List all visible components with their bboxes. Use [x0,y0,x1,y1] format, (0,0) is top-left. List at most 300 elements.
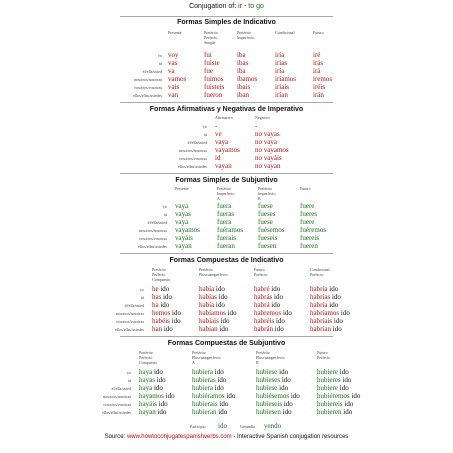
compound_subjunctive-cell [139,384,163,392]
subjunctive-cell: fueran [217,242,235,250]
participle: ido [283,400,293,408]
compound_subjunctive-cell [139,392,175,400]
indicative-cell: irían [275,91,288,99]
imperative-cell: - [215,122,218,130]
subjunctive-cell: fueseis [258,234,278,242]
participle: ido [165,392,175,400]
indicative-col-header [275,30,295,35]
subjunctive-cell: fuéramos [217,226,244,234]
participle: ido [153,368,163,376]
compound_indicative-cell [254,325,284,333]
col-header-line: Afirmativo [215,115,233,120]
compound_subjunctive-col-header [317,350,330,360]
col-header-line: Futuro [313,30,324,35]
aux-verb: hemos [152,309,171,317]
footer-gerund: yendo [264,422,282,430]
participle: ido [160,301,170,309]
participle: ido [343,408,353,416]
participle: ido [275,317,285,325]
participle: ido [339,368,349,376]
compound_indicative-cell [254,285,280,293]
subjunctive-col-header [217,186,235,201]
col-header-line: Pluscuamperfecto [192,355,221,360]
participle: ido [339,384,349,392]
participle: ido [217,376,227,384]
aux-verb: habríais [310,317,333,325]
compound_indicative-cell [152,285,169,293]
imperative-cell: no vaya [255,138,277,146]
participle: ido [333,317,343,325]
subjunctive-cell: fuera [217,218,232,226]
compound_indicative-cell [199,293,228,301]
participle: ido [219,325,229,333]
participle: ido [342,376,352,384]
indicative-cell: iríamos [275,75,296,83]
participle: ido [331,293,341,301]
subjunctive-rule [120,173,333,174]
col-header-line: Perfecto [139,355,153,360]
participle: ido [282,408,292,416]
aux-verb: habrías [310,293,331,301]
pronoun-label: ellos/ellas/ustedes [133,93,162,98]
participle: ido [282,309,292,317]
indicative-rule [120,16,333,17]
compound_indicative-cell [254,309,292,317]
participle: ido [158,400,168,408]
subjunctive-cell: fuera [217,202,232,210]
participle: ido [340,309,350,317]
imperative-cell: id [215,154,221,162]
pronoun-label: yo [127,370,131,375]
col-header-line: Pluscuamperfecto [199,272,228,277]
participle: ido [214,368,224,376]
pronoun-label: vosotros/vosotras [103,402,131,407]
aux-verb: habrás [254,293,273,301]
imperative-cell: no vayamos [255,146,289,154]
compound_indicative-cell [254,317,285,325]
aux-verb: hayan [139,408,156,416]
compound_subjunctive-cell [317,408,352,416]
participle: ido [290,392,300,400]
compound_subjunctive-cell [256,400,293,408]
pronoun-label: ellos/ellas/ustedes [138,244,167,249]
participle: ido [271,285,281,293]
aux-verb: habríamos [310,309,340,317]
indicative-cell: van [168,91,179,99]
col-header-line: Imperfecto [217,191,235,196]
aux-verb: habrían [310,325,331,333]
indicative-cell: vamos [168,75,187,83]
compound_subjunctive-cell [256,384,288,392]
compound_indicative-rule [120,253,333,254]
participle: ido [271,301,281,309]
verb-translation: to go [248,3,264,10]
aux-verb: habíamos [199,309,226,317]
aux-verb: hayamos [139,392,164,400]
aux-verb: habían [199,325,218,333]
subjunctive-cell: vayan [175,242,192,250]
aux-verb: habría [310,301,328,309]
participle: ido [351,392,361,400]
compound_subjunctive-cell [317,384,349,392]
compound_indicative-cell [152,301,169,309]
aux-verb: hubiesen [256,408,281,416]
subjunctive-cell: fueras [217,210,235,218]
participle: ido [163,325,173,333]
compound_indicative-cell [199,301,225,309]
indicative-cell: irás [313,59,324,67]
compound_indicative-cell [152,325,173,333]
imperative-cell: vayamos [215,146,240,154]
aux-verb: habéis [152,317,170,325]
imperative-cell: vayan [215,162,232,170]
col-header-line: Compuesto [139,360,158,365]
participle: ido [279,368,289,376]
compound_subjunctive-cell [192,376,226,384]
footer-gerund-label: Gerundio [240,424,256,429]
indicative-col-header [204,30,218,45]
aux-verb: hubieras [192,376,216,384]
col-header-line: Futuro [317,350,328,355]
compound_indicative-cell [152,293,172,301]
footer-participle-label: Participio [190,424,206,429]
col-header-line: Perfecto [204,35,218,40]
compound_subjunctive-cell [256,392,300,400]
col-header-line: Pretérito [204,30,218,35]
aux-verb: has [152,293,162,301]
aux-verb: haya [139,368,153,376]
indicative-cell: irá [313,67,321,75]
participle: ido [215,285,225,293]
pronoun-label: él/ella/usted [124,303,144,308]
imperative-heading: Formas Afirmativas y Negativas de Imperativo [149,106,304,113]
participle: ido [226,392,236,400]
pronoun-label: él/ella/usted [147,220,167,225]
pronoun-label: ellos/ellas/ustedes [102,410,131,415]
indicative-cell: irán [313,91,324,99]
indicative-col-header [168,30,182,35]
col-header-line: Perfecto [317,355,331,360]
aux-verb: hubieres [317,376,341,384]
subjunctive-cell: vaya [175,202,189,210]
pronoun-label: nosotros/nosotras [134,77,162,82]
page-title: Conjugation of: ir - to go [189,3,264,10]
participle: ido [219,400,229,408]
subjunctive-cell: fuerais [217,234,237,242]
subjunctive-cell: vayamos [175,226,200,234]
col-header-line: Pretérito [139,350,153,355]
participle: ido [157,408,167,416]
subjunctive-col-header [175,186,189,191]
pronoun-label: él/ella/usted [111,386,131,391]
pronoun-label: yo [140,287,144,292]
subjunctive-col-header [258,186,276,201]
compound_indicative-cell [254,293,283,301]
aux-verb: haya [139,384,153,392]
compound_indicative-cell [152,317,181,325]
aux-verb: ha [152,301,159,309]
compound_indicative-cell [152,309,181,317]
subjunctive-cell: vayáis [175,234,193,242]
source-line: Source: www.howtoconjugatespanishverbs.com - Interactive Spanish conjugation resources [104,434,349,440]
aux-verb: hubiese [256,384,278,392]
pronoun-label: yo [158,53,162,58]
compound_indicative-cell [199,309,237,317]
imperative-col-header [215,115,233,120]
pronoun-label: él/ella/usted [142,69,162,74]
col-header-line: A [192,360,195,365]
participle: ido [274,325,284,333]
pronoun-label: vosotros/vosotras [139,236,167,241]
col-header-line: Futuro [300,186,311,191]
compound_subjunctive-cell [256,408,292,416]
compound_subjunctive-cell [139,408,166,416]
col-header-line: Simple [204,40,216,45]
participle: ido [156,376,166,384]
compound_subjunctive-col-header [139,350,157,365]
indicative-cell: iré [313,51,321,59]
indicative-cell: vais [168,83,180,91]
col-header-line: Pretérito [152,267,166,272]
indicative-cell: fui [204,51,212,59]
indicative-cell: iría [275,51,285,59]
subjunctive-col-header [300,186,311,191]
participle: ido [344,400,354,408]
participle: ido [214,384,224,392]
imperative-cell: no vayas [255,130,280,138]
pronoun-label: tú [158,61,162,66]
col-header-line: Pretérito [237,30,251,35]
subjunctive-cell: fueren [300,242,318,250]
aux-verb: hubieran [192,408,217,416]
footer-participle: ido [218,422,227,430]
imperative-cell: no vayáis [255,154,282,162]
compound_subjunctive-heading: Formas Compuestas de Subjuntivo [167,340,286,347]
compound_indicative-cell [199,317,230,325]
aux-verb: hubiese [256,368,278,376]
aux-verb: hubiera [192,368,213,376]
col-header-line: Pretérito [217,186,231,191]
indicative-cell: iban [237,91,250,99]
compound_subjunctive-cell [317,392,360,400]
indicative-cell: fuiste [204,59,220,67]
aux-verb: hubieseis [256,400,283,408]
participle: ido [274,293,283,301]
compound_subjunctive-cell [139,368,163,376]
aux-verb: hubieses [256,376,281,384]
compound_indicative-col-header [254,267,267,277]
compound_subjunctive-cell [256,368,288,376]
compound_subjunctive-cell [192,408,227,416]
indicative-cell: ibas [237,59,249,67]
participle: ido [281,376,291,384]
col-header-line: Perfecto [152,272,166,277]
compound_indicative-cell [310,285,338,293]
indicative-cell: voy [168,51,179,59]
pronoun-label: tú [127,378,131,383]
imperative-cell: - [255,122,258,130]
col-header-line: Futuro [254,267,265,272]
indicative-cell: íbamos [237,75,258,83]
subjunctive-cell: fuese [258,202,273,210]
compound_indicative-cell [310,301,338,309]
indicative-cell: iremos [313,75,333,83]
col-header-line: Perfecto [254,272,268,277]
pronoun-label: él/ella/usted [187,140,207,145]
compound_indicative-cell [310,317,343,325]
compound_subjunctive-col-header [192,350,221,365]
indicative-cell: iréis [313,83,326,91]
participle: ido [220,317,230,325]
indicative-col-header [237,30,255,40]
subjunctive-cell: fuere [300,202,315,210]
subjunctive-cell: vayas [175,210,191,218]
aux-verb: habría [310,285,328,293]
compound_indicative-cell [199,285,225,293]
aux-verb: hubiéramos [192,392,225,400]
compound_subjunctive-cell [192,400,228,408]
participle: ido [153,384,163,392]
aux-verb: habrán [254,325,274,333]
participle: ido [172,309,181,317]
col-header-line: Condicional [275,30,295,35]
subjunctive-cell: fuese [258,218,273,226]
participle: ido [215,301,225,309]
pronoun-label: yo [163,204,167,209]
aux-verb: han [152,325,163,333]
subjunctive-cell: fuesen [258,242,277,250]
indicative-cell: fuimos [204,75,224,83]
aux-verb: habrá [254,301,270,309]
participle: ido [329,301,339,309]
indicative-cell: iríais [275,83,289,91]
pronoun-label: yo [203,124,207,129]
aux-verb: hubiera [192,384,213,392]
compound_subjunctive-cell [139,376,166,384]
indicative-cell: fue [204,67,213,75]
aux-verb: hubiéremos [317,392,350,400]
aux-verb: había [199,285,215,293]
participle: ido [329,285,339,293]
pronoun-label: vosotros/vosotras [134,85,162,90]
compound_subjunctive-cell [192,368,224,376]
aux-verb: he [152,285,159,293]
col-header-line: Presente [175,186,189,191]
compound_subjunctive-cell [317,368,349,376]
aux-verb: habremos [254,309,282,317]
col-header-line: A [217,196,220,201]
imperative-rule [120,102,333,103]
pronoun-label: nosotros/nosotras [139,228,167,233]
indicative-cell: vas [168,59,178,67]
compound_subjunctive-col-header [256,350,285,365]
pronoun-label: vosotros/vosotras [179,156,207,161]
pronoun-label: vosotros/vosotras [116,319,144,324]
col-header-line: Perfecto [310,272,324,277]
subjunctive-cell: vaya [175,218,189,226]
pronoun-label: nosotros/nosotras [179,148,207,153]
participle: ido [227,309,237,317]
indicative-col-header [313,30,324,35]
col-header-line: Pretérito [256,350,270,355]
col-header-line: Condicional [310,267,330,272]
subjunctive-cell: fuésemos [258,226,285,234]
aux-verb: había [199,301,215,309]
compound_subjunctive-cell [139,400,168,408]
compound_indicative-cell [199,325,228,333]
col-header-line: Compuesto [152,277,171,282]
compound_subjunctive-cell [192,392,235,400]
aux-verb: hubiésemos [256,392,290,400]
col-header-line: B [256,360,259,365]
subjunctive-cell: fueres [300,210,318,218]
compound_indicative-cell [310,309,350,317]
participle: ido [171,317,181,325]
indicative-cell: iba [237,51,246,59]
indicative-cell: ibais [237,83,251,91]
compound_subjunctive-cell [256,376,291,384]
participle: ido [160,285,170,293]
aux-verb: hubierais [192,400,218,408]
verb: ir [238,3,243,10]
participle: ido [279,384,289,392]
indicative-cell: iría [275,67,285,75]
col-header-line: Presente [168,30,182,35]
col-header-line: Pluscuamperfecto [256,355,285,360]
imperative-cell: vaya [215,138,229,146]
subjunctive-heading: Formas Simples de Subjuntivo [175,177,278,184]
compound_indicative-col-header [199,267,228,277]
aux-verb: hubieren [317,408,342,416]
pronoun-label: ellos/ellas/ustedes [115,327,144,332]
imperative-cell: ve [215,130,222,138]
pronoun-label: nosotros/nosotras [116,311,144,316]
compound_indicative-cell [310,325,342,333]
compound_indicative-heading: Formas Compuestas de Indicativo [169,257,284,264]
source-link[interactable]: www.howtoconjugatespanishverbs.com [126,434,232,440]
pronoun-label: tú [163,212,167,217]
compound_indicative-cell [254,301,280,309]
imperative-cell: no vayan [255,162,281,170]
col-header-line: Imperfecto [258,191,276,196]
aux-verb: habías [199,293,217,301]
imperative-col-header [255,115,270,120]
indicative-cell: fueron [204,91,223,99]
indicative-cell: irías [275,59,288,67]
subjunctive-cell: fuéremos [300,226,327,234]
compound_subjunctive-rule [120,336,333,337]
col-header-line: Pretérito [199,267,213,272]
participle: ido [332,325,342,333]
col-header-line: B [258,196,261,201]
pronoun-label: tú [203,132,207,137]
aux-verb: habíais [199,317,219,325]
aux-verb: hubiere [317,384,338,392]
compound_indicative-cell [310,293,341,301]
indicative-cell: va [168,67,175,75]
compound_subjunctive-cell [317,376,351,384]
col-header-line: Pretérito [192,350,206,355]
aux-verb: hubiereis [317,400,343,408]
compound_indicative-col-header [152,267,170,282]
compound_indicative-col-header [310,267,330,277]
subjunctive-cell: fueses [258,210,276,218]
indicative-cell: fuisteis [204,83,225,91]
pronoun-label: ellos/ellas/ustedes [178,164,207,169]
col-header-line: Negativo [255,115,270,120]
participle: ido [163,293,173,301]
compound_subjunctive-cell [317,400,353,408]
